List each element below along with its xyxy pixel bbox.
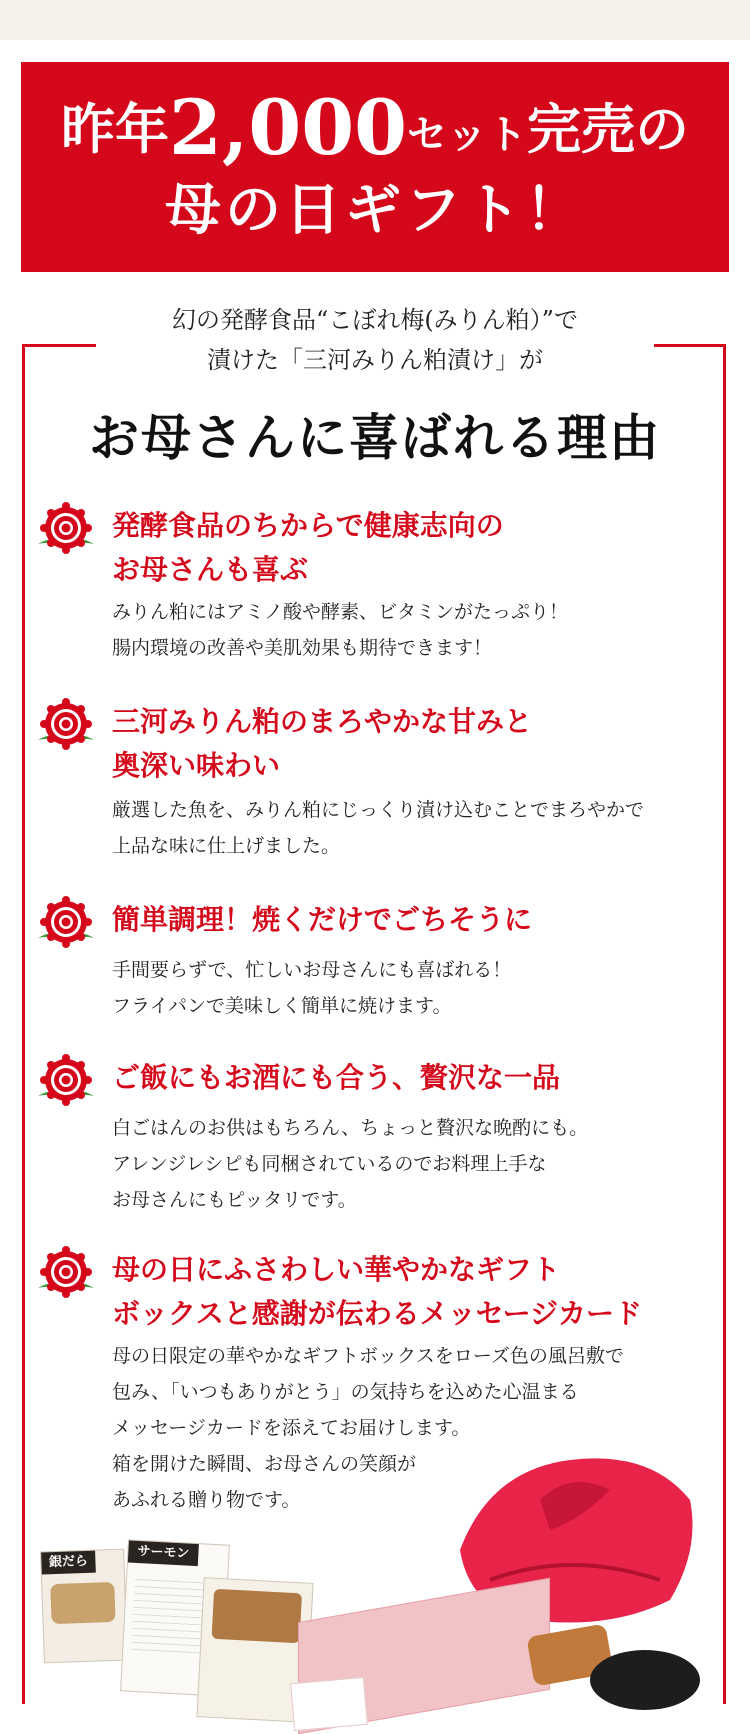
reason-body-line: 腸内環境の改善や美肌効果も期待できます！ bbox=[112, 637, 493, 659]
banner-text: 完売の bbox=[526, 97, 689, 161]
recipe-card-gindara bbox=[40, 1549, 128, 1664]
reason-body bbox=[112, 792, 732, 864]
reason-body-line: 包み、「いつもありがとう」の気持ちを込めた心温まる bbox=[112, 1381, 579, 1403]
intro-line: 漬けた「三河みりん粕漬け」が bbox=[207, 346, 543, 374]
banner-line-2: 母の日ギフト！ bbox=[165, 177, 585, 243]
reason-body-line: 手間要らずで、忙しいお母さんにも喜ばれる！ bbox=[112, 959, 512, 981]
fish-image bbox=[50, 1582, 115, 1624]
reason-body-line: メッセージカードを添えてお届けします。 bbox=[112, 1417, 471, 1439]
reason-title-line: 発酵食品のちからで健康志向の bbox=[112, 509, 504, 542]
reason-title-line: ボックスと感謝が伝わるメッセージカード bbox=[112, 1297, 643, 1330]
headline-banner bbox=[21, 62, 729, 272]
flower-icon bbox=[34, 1052, 98, 1112]
reason-title-line: 三河みりん粕のまろやかな甘みと bbox=[112, 705, 533, 738]
intro-text bbox=[96, 300, 654, 380]
section-heading: お母さんに喜ばれる理由 bbox=[89, 408, 661, 467]
reason-body-line: 母の日限定の華やかなギフトボックスをローズ色の風呂敷で bbox=[112, 1345, 624, 1367]
reason-body-line: 厳選した魚を、みりん粕にじっくり漬け込むことでまろやかで bbox=[112, 799, 645, 821]
intro-line: 幻の発酵食品“こぼれ梅(みりん粕）”で bbox=[172, 306, 578, 334]
reason-body bbox=[112, 1110, 732, 1218]
reason-title bbox=[112, 1248, 722, 1336]
banner-unit: セット bbox=[406, 111, 527, 158]
banner-text: 昨年 bbox=[61, 97, 169, 161]
flower-icon bbox=[34, 894, 98, 954]
flower-icon bbox=[34, 696, 98, 756]
dish-image bbox=[212, 1589, 302, 1644]
gift-set-photo bbox=[30, 1430, 730, 1726]
reason-body-line: お母さんにもピッタリです。 bbox=[112, 1189, 357, 1211]
flower-icon bbox=[34, 500, 98, 560]
reason-title-line: ご飯にもお酒にも合う、贅沢な一品 bbox=[112, 1061, 561, 1094]
reason-title bbox=[112, 504, 722, 592]
reason-body-line: 上品な味に仕上げました。 bbox=[112, 835, 341, 857]
plate-image bbox=[590, 1650, 700, 1710]
reason-body-line: 箱を開けた瞬間、お母さんの笑顔が bbox=[112, 1453, 417, 1475]
reason-body-line: 白ごはんのお供はもちろん、ちょっと贅沢な晩酌にも。 bbox=[112, 1117, 589, 1139]
reason-body bbox=[112, 952, 732, 1024]
recipe-card-label: 銀だら bbox=[41, 1551, 96, 1575]
reason-title-line: 母の日にふさわしい華やかなギフト bbox=[112, 1253, 561, 1286]
reason-title bbox=[112, 898, 722, 942]
banner-number: 2,000 bbox=[169, 83, 407, 172]
top-strip bbox=[0, 0, 750, 40]
reason-title bbox=[112, 1056, 722, 1100]
reason-body bbox=[112, 594, 732, 666]
reason-body-line: あふれる贈り物です。 bbox=[112, 1489, 301, 1511]
banner-line-1 bbox=[21, 83, 729, 172]
recipe-card-label: サーモン bbox=[128, 1540, 199, 1566]
flower-icon bbox=[34, 1244, 98, 1304]
reason-title-line: お母さんも喜ぶ bbox=[112, 553, 309, 586]
reason-body-line: みりん粕にはアミノ酸や酵素、ビタミンがたっぷり！ bbox=[112, 601, 569, 623]
reason-title bbox=[112, 700, 722, 788]
reason-body-line: フライパンで美味しく簡単に焼けます。 bbox=[112, 995, 452, 1017]
reason-body-line: アレンジレシピも同梱されているのでお料理上手な bbox=[112, 1153, 547, 1175]
reason-title-line: 簡単調理！焼くだけでごちそうに bbox=[112, 903, 533, 936]
reason-title-line: 奥深い味わい bbox=[112, 749, 281, 782]
message-card-image bbox=[290, 1677, 368, 1731]
